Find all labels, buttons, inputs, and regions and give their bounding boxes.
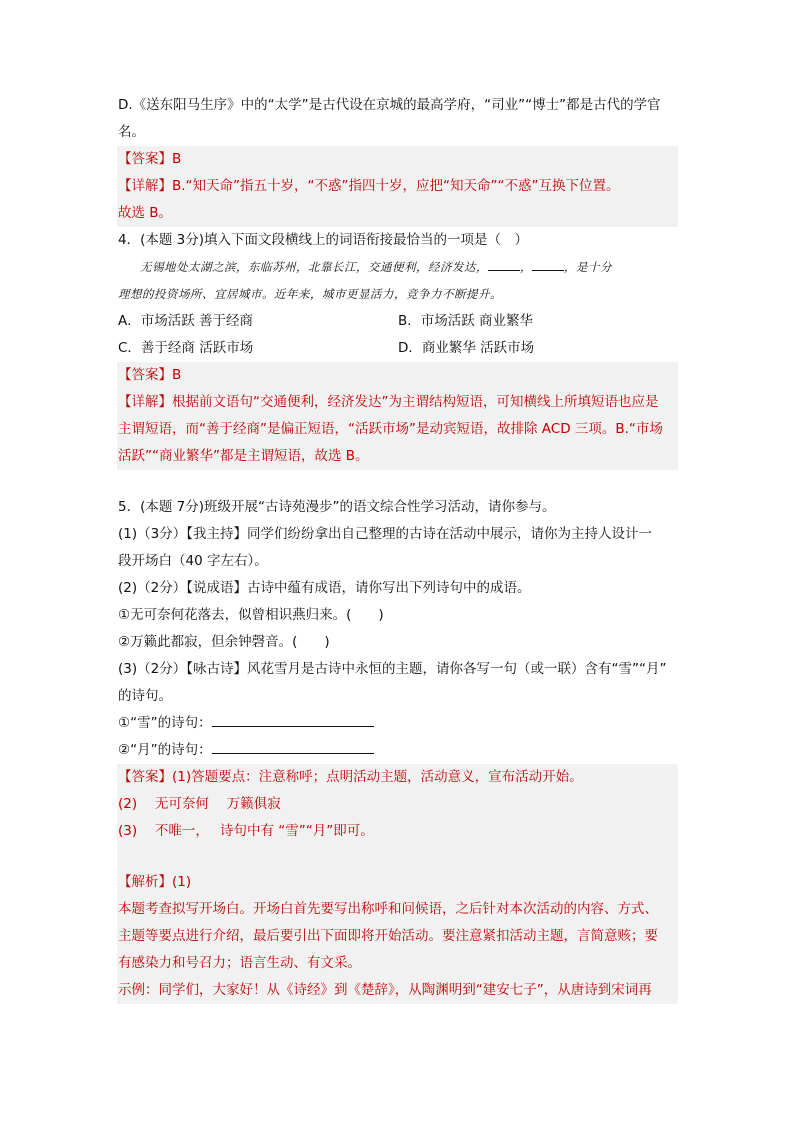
q5-analysis-line4: 示例：同学们，大家好！从《诗经》到《楚辞》，从陶渊明到“建安七子”，从唐诗到宋词再: [118, 982, 652, 998]
q4-detail-line1: 【详解】根据前文语句“交通便利，经济发达”为主谓结构短语，可知横线上所填短语也应是: [118, 394, 659, 410]
q4-blank-2[interactable]: [532, 256, 564, 271]
q5-p3-line2: 的诗句。: [118, 688, 172, 704]
q4-passage-line1: [118, 254, 678, 281]
q4-blank-1[interactable]: [488, 256, 520, 271]
q4-option-d[interactable]: D．商业繁华 活跃市场: [398, 340, 535, 356]
q5-answer-line2: (2) 无可奈何 万籁俱寂: [118, 796, 281, 812]
q5-snow-blank[interactable]: [212, 712, 374, 727]
answer-spacer: [118, 845, 678, 869]
q4-detail-line2: 主谓短语，而“善于经商”是偏正短语，“活跃市场”是动宾短语，故排除 ACD 三项。B.“市场: [118, 421, 663, 437]
q4-stem: 4．(本题 3分)填入下面文段横线上的词语衔接最恰当的一项是（ ）: [118, 232, 529, 248]
q3-detail-line2: 故选 B。: [118, 205, 173, 221]
q4-passage-text-a: 无锡地处太湖之滨，东临苏州，北靠长江，交通便利，经济发达，: [140, 260, 488, 274]
q4-options-row-1: [118, 308, 678, 335]
q5-moon-blank[interactable]: [212, 739, 374, 754]
q5-p1-line2: 段开场白（40 字左右）。: [118, 553, 268, 569]
q5-analysis-title: 【解析】(1): [118, 874, 192, 890]
q4-passage-line2: 理想的投资场所、宜居城市。近年来，城市更显活力，竞争力不断提升。: [118, 287, 502, 301]
q4-option-b[interactable]: B．市场活跃 商业繁华: [398, 313, 534, 329]
q5-p2-item1: ①无可奈何花落去，似曾相识燕归来。( ): [118, 607, 384, 623]
q4-option-a[interactable]: A．市场活跃 善于经商: [118, 313, 254, 329]
q4-passage-text-b: ，是十分: [564, 260, 612, 274]
q5-p1-line1: (1)（3分）【我主持】同学们纷纷拿出自己整理的古诗在活动中展示，请你为主持人设计一: [118, 526, 652, 542]
q4-answer-block: [117, 362, 678, 470]
q5-p3-line1: (3)（2分）【咏古诗】风花雪月是古诗中永恒的主题，请你各写一句（或一联）含有“雪”“月”: [118, 661, 667, 677]
q5-answer-line3: (3) 不唯一， 诗句中有 “雪”“月”即可。: [118, 823, 374, 839]
q3-detail-line1: 【详解】B.“知天命”指五十岁，“不惑”指四十岁，应把“知天命”“不惑”互换下位置。: [118, 178, 620, 194]
q4-options-row-2: [118, 335, 678, 362]
q4-detail-line3: 活跃”“商业繁华”都是主谓短语，故选 B。: [118, 448, 369, 464]
q5-p3-item2: [118, 737, 678, 764]
q3-answer-block: [117, 146, 678, 227]
q3-option-d-line1: D.《送东阳马生序》中的“太学”是古代设在京城的最高学府，“司业”“博士”都是古代的学官: [118, 97, 661, 113]
q5-stem: 5．(本题 7分)班级开展“古诗苑漫步”的语文综合性学习活动，请你参与。: [118, 499, 556, 515]
spacer: [118, 470, 678, 494]
q4-option-c[interactable]: C．善于经商 活跃市场: [118, 340, 254, 356]
q5-analysis-line2: 主题等要点进行介绍，最后要引出下面即将开始活动。要注意紧扣活动主题，言简意赅；要: [118, 928, 658, 944]
q3-option-d-line2: 名。: [118, 124, 145, 140]
q5-analysis-line3: 有感染力和号召力；语言生动、有文采。: [118, 955, 361, 971]
q5-answer-line1: 【答案】(1)答题要点：注意称呼；点明活动主题，活动意义，宣布活动开始。: [118, 769, 583, 785]
q5-moon-label: ②“月”的诗句：: [118, 742, 212, 758]
q5-snow-label: ①“雪”的诗句：: [118, 715, 212, 731]
q5-p2-item2: ②万籁此都寂，但余钟磬音。( ): [118, 634, 330, 650]
q4-answer: 【答案】B: [118, 367, 182, 383]
q5-analysis-line1: 本题考查拟写开场白。开场白首先要写出称呼和问候语，之后针对本次活动的内容、方式、: [118, 901, 658, 917]
q4-passage-sep: ，: [520, 260, 532, 274]
q5-p3-item1: [118, 710, 678, 737]
q5-answer-block: [117, 764, 678, 1004]
q5-p2-line1: (2)（2分）【说成语】古诗中蕴有成语，请你写出下列诗句中的成语。: [118, 580, 531, 596]
document-page: [118, 92, 678, 1004]
q3-answer: 【答案】B: [118, 151, 182, 167]
